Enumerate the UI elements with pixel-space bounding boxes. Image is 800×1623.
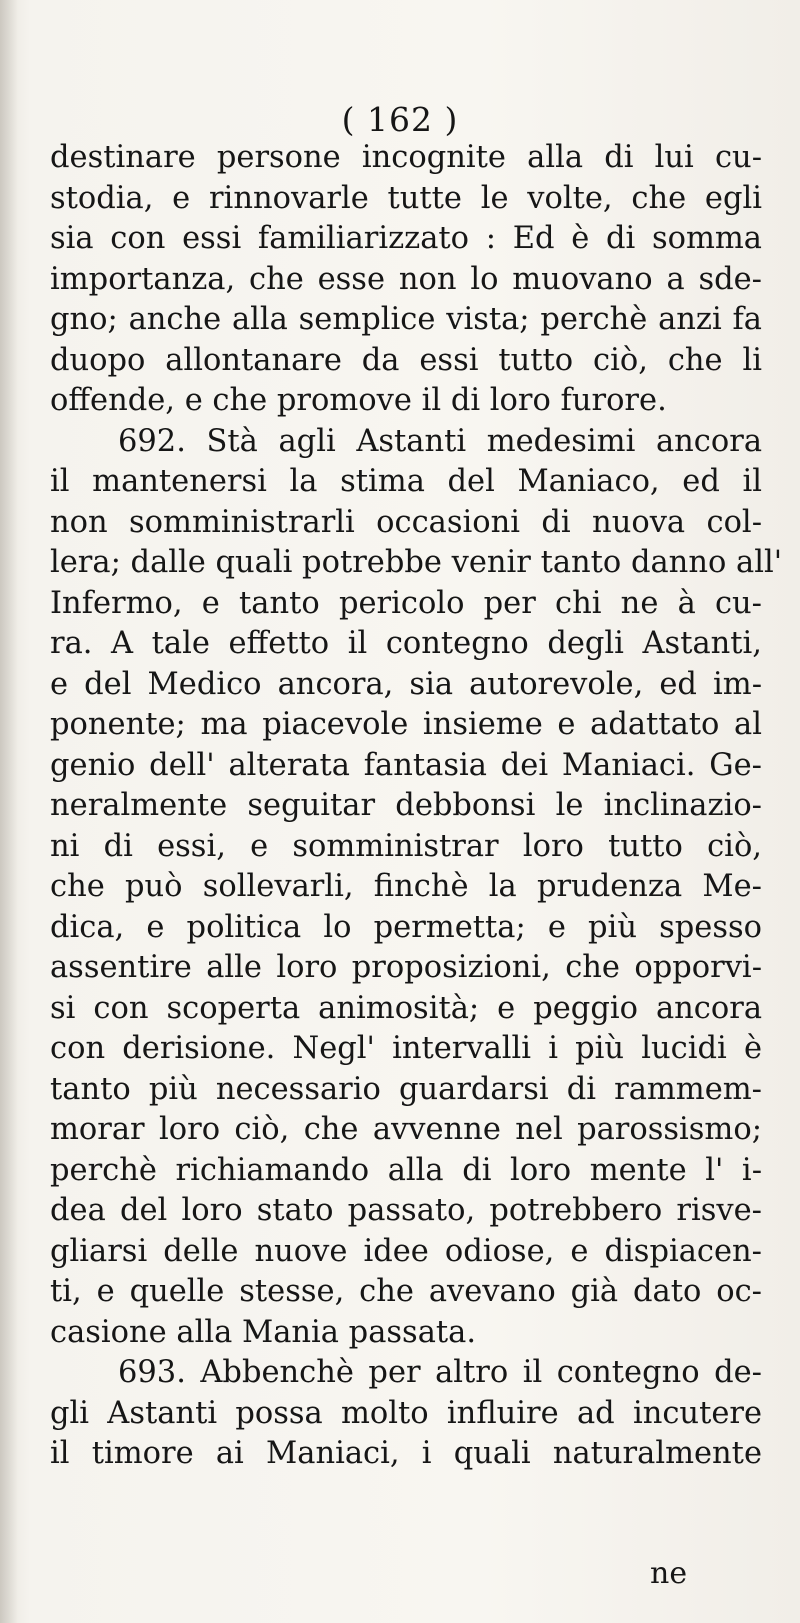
text-line: il timore ai Maniaci, i quali naturalmente bbox=[50, 1436, 762, 1471]
text-line: importanza, che esse non lo muovano a sde- bbox=[50, 261, 762, 297]
text-line: non somministrarli occasioni di nuova col- bbox=[50, 504, 762, 540]
text-line: gli Astanti possa molto influire ad incutere bbox=[50, 1395, 762, 1431]
catchword: ne bbox=[650, 1556, 688, 1591]
text-line: gliarsi delle nuove idee odiose, e dispiacen- bbox=[50, 1233, 762, 1269]
page-gutter-shadow bbox=[0, 0, 18, 1623]
text-line: ti, e quelle stesse, che avevano già dato oc- bbox=[50, 1274, 762, 1309]
text-line: neralmente seguitar debbonsi le inclinazio- bbox=[50, 788, 762, 823]
text-line: casione alla Mania passata. bbox=[50, 1314, 477, 1350]
text-line: perchè richiamando alla di loro mente l' i- bbox=[50, 1152, 762, 1188]
text-line: duopo allontanare da essi tutto ciò, che li bbox=[50, 342, 762, 378]
text-line: stodia, e rinnovarle tutte le volte, che egli bbox=[50, 180, 762, 216]
text-line: tanto più necessario guardarsi di rammem- bbox=[50, 1071, 762, 1107]
paragraph-693-start: 693. Abbenchè per altro il contegno de- bbox=[118, 1355, 762, 1390]
text-line: dea del loro stato passato, potrebbero risve- bbox=[50, 1193, 762, 1228]
text-line: assentire alle loro proposizioni, che opporvi- bbox=[50, 950, 762, 985]
text-line: il mantenersi la stima del Maniaco, ed il bbox=[50, 464, 762, 499]
text-line: si con scoperta animosità; e peggio ancora bbox=[50, 990, 762, 1026]
text-line: sia con essi familiarizzato : Ed è di somma bbox=[50, 221, 762, 256]
text-line: ponente; ma piacevole insieme e adattato al bbox=[50, 707, 762, 742]
text-line: destinare persone incognite alla di lui cu- bbox=[50, 140, 762, 175]
body-text bbox=[50, 138, 783, 1475]
page-number: ( 162 ) bbox=[341, 100, 459, 139]
text-line: offende, e che promove il di loro furore. bbox=[50, 383, 667, 418]
text-line: che può sollevarli, finchè la prudenza Me- bbox=[50, 869, 762, 904]
text-line: con derisione. Negl' intervalli i più lucidi è bbox=[50, 1031, 762, 1066]
paragraph-692-start: 692. Stà agli Astanti medesimi ancora bbox=[118, 423, 762, 459]
text-line: ra. A tale effetto il contegno degli Astanti, bbox=[50, 626, 762, 661]
text-line: e del Medico ancora, sia autorevole, ed im- bbox=[50, 666, 762, 702]
text-line: Infermo, e tanto pericolo per chi ne à cu- bbox=[50, 585, 762, 621]
text-line: ni di essi, e somministrar loro tutto ciò, bbox=[50, 828, 762, 864]
text-line: dica, e politica lo permetta; e più spesso bbox=[50, 909, 762, 945]
text-line: morar loro ciò, che avvenne nel parossismo; bbox=[50, 1112, 762, 1147]
text-line: lera; dalle quali potrebbe venir tanto danno all' bbox=[50, 545, 783, 580]
text-line: gno; anche alla semplice vista; perchè anzi fa bbox=[50, 302, 762, 337]
text-line: genio dell' alterata fantasia dei Maniaci. Ge- bbox=[50, 747, 762, 783]
